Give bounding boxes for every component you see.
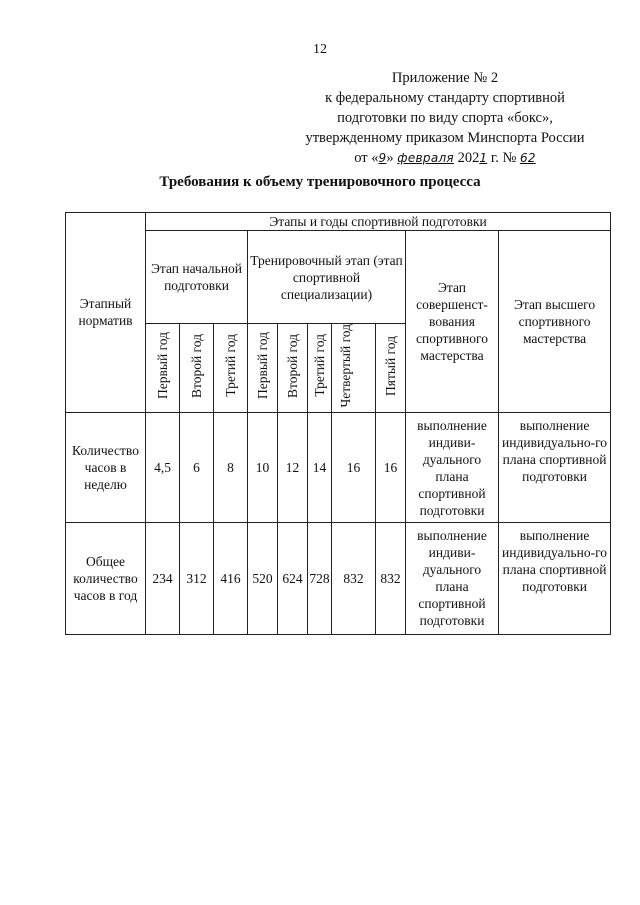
appendix-date-line — [290, 148, 600, 168]
cell-value: 16 — [376, 412, 406, 522]
row-label: Общее количество часов в год — [66, 522, 146, 634]
cell-higher: выполнение индивидуально-го плана спортивной подготовки — [499, 522, 611, 634]
cell-value: 6 — [180, 412, 214, 522]
cell-improvement: выполнение индиви-дуального плана спортивной подготовки — [406, 412, 499, 522]
cell-value: 12 — [278, 412, 308, 522]
table-row — [66, 412, 611, 522]
cell-value: 520 — [248, 522, 278, 634]
header-stage-higher: Этап высшего спортивного мастерства — [499, 231, 611, 413]
cell-higher: выполнение индивидуально-го плана спортивной подготовки — [499, 412, 611, 522]
appendix-block — [290, 68, 600, 168]
cell-value: 10 — [248, 412, 278, 522]
requirements-table — [65, 212, 611, 635]
year-header: Первый год — [248, 324, 278, 413]
number-prefix: г. № — [487, 150, 520, 166]
year-header: Второй год — [180, 324, 214, 413]
date-prefix: от « — [354, 150, 379, 166]
appendix-line-4: утвержденному приказом Минспорта России — [305, 130, 585, 146]
appendix-line-1: Приложение № 2 — [391, 70, 499, 86]
cell-value: 832 — [376, 522, 406, 634]
cell-value: 832 — [332, 522, 376, 634]
cell-value: 624 — [278, 522, 308, 634]
appendix-line-3: подготовки по виду спорта «бокс», — [337, 110, 553, 126]
appendix-line-2: к федеральному стандарту спортивной — [325, 90, 565, 106]
cell-value: 312 — [180, 522, 214, 634]
year-header: Третий год — [308, 324, 332, 413]
table-row — [66, 522, 611, 634]
date-year-digit: 1 — [479, 151, 488, 165]
year-header: Первый год — [146, 324, 180, 413]
cell-value: 728 — [308, 522, 332, 634]
cell-value: 14 — [308, 412, 332, 522]
row-label: Количество часов в неделю — [66, 412, 146, 522]
cell-value: 4,5 — [146, 412, 180, 522]
cell-value: 8 — [214, 412, 248, 522]
year-header: Четвертый год — [332, 324, 376, 413]
cell-value: 16 — [332, 412, 376, 522]
header-norm: Этапный норматив — [66, 213, 146, 413]
header-stage-training: Тренировочный этап (этап спортивной специализации) — [248, 231, 406, 324]
header-stage-improvement: Этап совершенст-вования спортивного мастерства — [406, 231, 499, 413]
year-header: Пятый год — [376, 324, 406, 413]
order-number: 62 — [519, 151, 536, 165]
page-number: 12 — [313, 42, 327, 57]
cell-value: 234 — [146, 522, 180, 634]
date-month: февраля — [397, 151, 454, 165]
document-title: Требования к объему тренировочного процесса — [159, 174, 481, 190]
year-header: Третий год — [214, 324, 248, 413]
cell-improvement: выполнение индиви-дуального плана спортивной подготовки — [406, 522, 499, 634]
cell-value: 416 — [214, 522, 248, 634]
header-stage-initial: Этап начальной подготовки — [146, 231, 248, 324]
date-day: 9 — [378, 151, 387, 165]
year-header: Второй год — [278, 324, 308, 413]
header-stages: Этапы и годы спортивной подготовки — [146, 213, 611, 231]
date-mid: » — [386, 150, 398, 166]
date-year-prefix: 202 — [453, 150, 480, 166]
